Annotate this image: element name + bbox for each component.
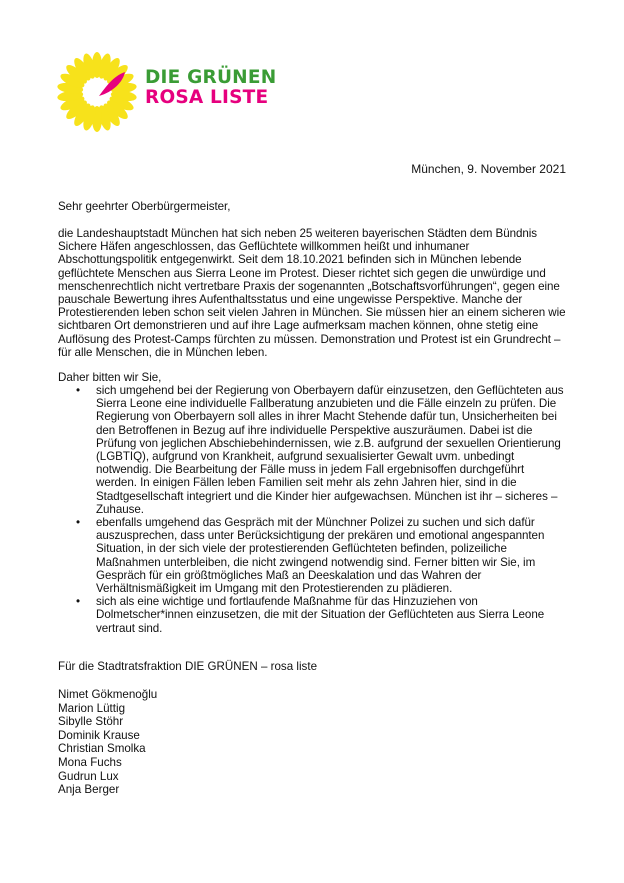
request-text: sich als eine wichtige und fortlaufende Maßnahme für das Hinzuziehen von Dolmetscher*innen einzusetzen, die mit der Situation der Geflüchteten aus Sierra Leone vertraut sind. <box>96 595 545 635</box>
request-text: ebenfalls umgehend das Gespräch mit der Münchner Polizei zu suchen und sich dafür auszusprechen, dass unter Berücksichtigung der prekären und emotional angespannten Situation, in der sich viele der protestierenden Geflüchteten befinden, polizeiliche Maßnahmen unterbleiben, die nicht zwingend notwendig sind. Ferner bitten wir Sie, im Gespräch für ein größtmögliches Maß an Deeskalation und das Wahren der Verhältnismäßigkeit im Umgang mit den Protestierenden zu plädieren. <box>96 516 545 596</box>
salutation: Sehr geehrter Oberbürgermeister, <box>58 200 231 213</box>
request-list <box>58 384 568 635</box>
letter-date: München, 9. November 2021 <box>411 162 566 176</box>
logo-line-die-gruenen: DIE GRÜNEN <box>145 67 277 88</box>
bullet-icon: • <box>76 595 81 609</box>
signatory-name: Sibylle Stöhr <box>58 715 124 729</box>
request-text: sich umgehend bei der Regierung von Oberbayern dafür einzusetzen, den Geflüchteten aus Sierra Leone eine individuelle Fallberatung anzubieten und die Fälle einzeln zu prüfen. Die Regierung von Oberbayern soll alles in ihrer Macht Stehende dafür tun, Unsicherheiten bei den Betroffenen in Bezug auf ihre individuelle Perspektive auszuräumen. Dabei ist die Prüfung von jeglichen Abschiebehindernissen, wie z.B. aufgrund der sexuellen Orientierung (LGBTIQ), aufgrund von Krankheit, aufgrund sexualisierter Gewalt uvm. unbedingt notwendig. Die Bearbeitung der Fälle muss in jedem Fall ergebnisoffen durchgeführt werden. In einigen Fällen leben Familien seit mehr als zehn Jahren hier, sind in die Stadtgesellschaft integriert und die Kinder hier aufgewachsen. München ist ihr – sicheres – Zuhause. <box>96 384 564 516</box>
request-intro: Daher bitten wir Sie, <box>58 371 162 384</box>
intro-paragraph: die Landeshauptstadt München hat sich neben 25 weiteren bayerischen Städten dem Bündnis Sichere Häfen angeschlossen, das Geflüchtete willkommen heißt und inhumaner Abschottungspolitik entgegenwirkt. Seit dem 18.10.2021 befinden sich in München lebende geflüchtete Menschen aus Sierra Leone im Protest. Dieser richtet sich gegen die unwürdige und menschenrechtlich nicht vertretbare Praxis der sogenannten „Botschaftsvorführungen“, gegen eine pauschale Bewertung ihres Aufenthaltsstatus und eine ungewisse Perspektive. Manche der Protestierenden leben schon seit vielen Jahren in München. Sie müssen hier an einem sicheren wie sichtbaren Ort demonstrieren und auf ihre Lage aufmerksam machen können, ohne stetig eine Auflösung des Protest-Camps fürchten zu müssen. Demonstration und Protest ist ein Grundrecht – für alle Menschen, die in München leben. <box>58 227 566 359</box>
closing-line: Für die Stadtratsfraktion DIE GRÜNEN – rosa liste <box>58 660 318 673</box>
bullet-icon: • <box>76 516 81 530</box>
logo-line-rosa-liste: ROSA LISTE <box>145 87 269 108</box>
signatory-name: Marion Lüttig <box>58 701 126 715</box>
request-item <box>58 595 568 635</box>
bullet-icon: • <box>76 384 81 397</box>
request-item <box>58 516 568 595</box>
sunflower-icon <box>57 52 137 132</box>
signatory-name: Gudrun Lux <box>58 769 119 783</box>
signatory-name: Nimet Gökmenoğlu <box>58 688 158 701</box>
logo-wordmark <box>145 68 276 108</box>
signatory-name: Mona Fuchs <box>58 755 122 769</box>
request-item <box>58 384 568 516</box>
party-logo <box>57 52 287 132</box>
signatory-name: Anja Berger <box>58 783 120 797</box>
signatory-list <box>58 688 157 797</box>
signatory-name: Dominik Krause <box>58 728 140 742</box>
signatory-name: Christian Smolka <box>58 742 146 756</box>
